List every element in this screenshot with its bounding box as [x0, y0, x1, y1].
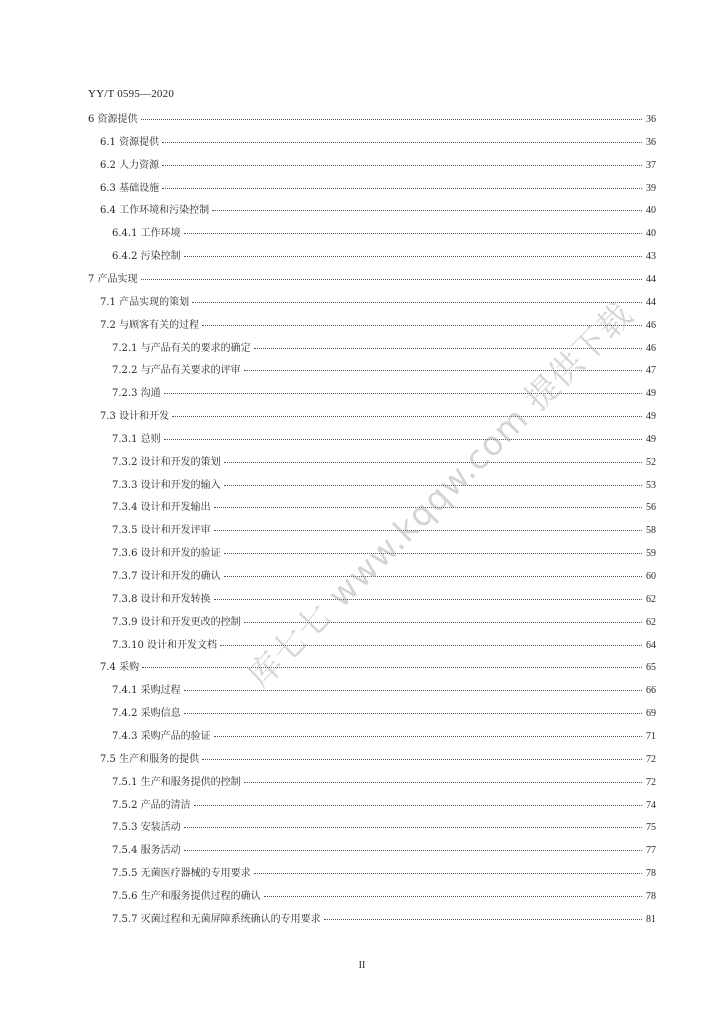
- toc-entry[interactable]: [112, 681, 656, 701]
- toc-entry-label: 7.3.2 设计和开发的策划: [112, 456, 221, 468]
- toc-leader-dots: [224, 576, 642, 577]
- toc-entry[interactable]: [112, 384, 656, 404]
- toc-leader-dots: [202, 759, 642, 760]
- toc-entry-label: 7.5.2 产品的清洁: [112, 799, 191, 811]
- toc-entry-page: 47: [646, 365, 656, 377]
- toc-entry-page: 36: [646, 136, 656, 148]
- toc-entry-page: 40: [646, 228, 656, 240]
- toc-entry-label: 7.3.9 设计和开发更改的控制: [112, 616, 241, 628]
- toc-entry-page: 53: [646, 479, 656, 491]
- toc-entry[interactable]: [88, 110, 656, 130]
- toc-entry-label: 6.3 基础设施: [100, 182, 160, 194]
- toc-entry[interactable]: [100, 750, 656, 770]
- toc-leader-dots: [212, 210, 642, 211]
- toc-entry[interactable]: [112, 727, 656, 747]
- toc-leader-dots: [224, 553, 642, 554]
- toc-leader-dots: [244, 782, 642, 783]
- toc-entry-label: 6.1 资源提供: [100, 136, 160, 148]
- toc-entry[interactable]: [112, 453, 656, 473]
- toc-entry-label: 6.4.2 污染控制: [112, 251, 181, 263]
- toc-entry[interactable]: [112, 521, 656, 541]
- toc-entry-page: 46: [646, 342, 656, 354]
- toc-entry[interactable]: [112, 887, 656, 907]
- toc-entry-label: 7.3.10 设计和开发文档: [112, 639, 217, 651]
- toc-entry[interactable]: [112, 636, 656, 656]
- standard-number: YY/T 0595—2020: [88, 88, 175, 100]
- toc-entry[interactable]: [112, 613, 656, 633]
- toc-entry-label: 7.3.6 设计和开发的验证: [112, 548, 221, 560]
- toc-entry-label: 7.2.1 与产品有关的要求的确定: [112, 342, 251, 354]
- toc-entry[interactable]: [112, 567, 656, 587]
- toc-entry-label: 7 产品实现: [88, 273, 138, 285]
- toc-entry-page: 75: [646, 822, 656, 834]
- toc-entry-label: 7.3.3 设计和开发的输入: [112, 479, 221, 491]
- toc-entry[interactable]: [100, 407, 656, 427]
- toc-entry[interactable]: [112, 590, 656, 610]
- toc-entry-page: 60: [646, 571, 656, 582]
- toc-entry-label: 7.2.3 沟通: [112, 388, 161, 400]
- toc-entry-page: 65: [646, 662, 656, 674]
- page-number: II: [358, 960, 366, 971]
- toc-leader-dots: [214, 507, 642, 508]
- toc-entry-label: 7.4.2 采购信息: [112, 708, 181, 720]
- toc-entry-label: 6.2 人力资源: [100, 159, 160, 171]
- toc-entry-label: 7.3.7 设计和开发的确认: [112, 571, 221, 582]
- toc-leader-dots: [264, 896, 642, 897]
- toc-entry-label: 7.5.1 生产和服务提供的控制: [112, 776, 241, 788]
- toc-entry[interactable]: [100, 179, 656, 199]
- toc-entry-label: 7.3.1 总则: [112, 433, 161, 445]
- toc-entry-page: 49: [646, 411, 656, 423]
- toc-entry-page: 44: [646, 296, 656, 308]
- toc-leader-dots: [141, 119, 642, 120]
- toc-leader-dots: [192, 302, 642, 303]
- toc-entry-label: 7.4 采购: [100, 662, 140, 674]
- toc-leader-dots: [214, 599, 642, 600]
- toc-entry[interactable]: [112, 339, 656, 359]
- toc-leader-dots: [184, 233, 642, 234]
- toc-leader-dots: [172, 416, 642, 417]
- toc-entry-page: 58: [646, 525, 656, 537]
- toc-entry[interactable]: [112, 498, 656, 518]
- toc-entry-page: 40: [646, 205, 656, 217]
- toc-leader-dots: [224, 462, 642, 463]
- toc-entry[interactable]: [112, 773, 656, 793]
- toc-entry-label: 7.3 设计和开发: [100, 411, 170, 423]
- toc-leader-dots: [184, 690, 642, 691]
- toc-entry-page: 74: [646, 799, 656, 811]
- toc-leader-dots: [164, 393, 642, 394]
- watermark: 库七七 www.kqqw.com 提供下载: [239, 294, 641, 696]
- toc-entry-page: 78: [646, 868, 656, 880]
- toc-leader-dots: [214, 530, 642, 531]
- toc-leader-dots: [162, 165, 642, 166]
- toc-entry[interactable]: [100, 658, 656, 678]
- toc-entry-page: 39: [646, 182, 656, 194]
- toc-entry-label: 7.5.5 无菌医疗器械的专用要求: [112, 868, 251, 880]
- toc-leader-dots: [202, 325, 642, 326]
- toc-entry[interactable]: [112, 910, 656, 930]
- toc-entry-page: 52: [646, 456, 656, 468]
- toc-entry[interactable]: [100, 316, 656, 336]
- toc-leader-dots: [324, 919, 642, 920]
- toc-entry-label: 7.4.1 采购过程: [112, 685, 181, 697]
- toc-leader-dots: [220, 645, 642, 646]
- toc-entry-label: 7.5 生产和服务的提供: [100, 753, 200, 765]
- toc-leader-dots: [184, 827, 642, 828]
- toc-entry[interactable]: [100, 201, 656, 221]
- toc-leader-dots: [254, 873, 642, 874]
- toc-entry-label: 7.3.4 设计和开发输出: [112, 502, 211, 514]
- toc-entry[interactable]: [112, 818, 656, 838]
- toc-entry[interactable]: [112, 476, 656, 496]
- toc-entry-label: 7.2 与顾客有关的过程: [100, 319, 200, 331]
- toc-leader-dots: [142, 667, 642, 668]
- toc-entry[interactable]: [112, 796, 656, 816]
- toc-entry[interactable]: [112, 361, 656, 381]
- toc-leader-dots: [162, 142, 642, 143]
- toc-leader-dots: [184, 256, 642, 257]
- toc-entry[interactable]: [112, 864, 656, 884]
- toc-leader-dots: [254, 348, 642, 349]
- toc-entry-page: 36: [646, 114, 656, 125]
- toc-entry-page: 81: [646, 913, 656, 925]
- toc-entry-page: 49: [646, 433, 656, 445]
- toc-leader-dots: [224, 485, 642, 486]
- toc-entry-page: 56: [646, 502, 656, 514]
- toc-leader-dots: [141, 279, 642, 280]
- toc-entry-label: 6.4.1 工作环境: [112, 228, 181, 240]
- toc-leader-dots: [184, 850, 642, 851]
- toc-entry-page: 37: [646, 159, 656, 171]
- toc-entry-page: 62: [646, 616, 656, 628]
- toc-entry-page: 69: [646, 708, 656, 720]
- toc-entry[interactable]: [112, 841, 656, 861]
- toc-entry-page: 72: [646, 753, 656, 765]
- toc-leader-dots: [214, 736, 642, 737]
- toc-leader-dots: [162, 188, 642, 189]
- toc-entry-page: 46: [646, 319, 656, 331]
- toc-entry-label: 6 资源提供: [88, 114, 138, 125]
- toc-entry[interactable]: [112, 224, 656, 244]
- toc-entry-page: 64: [646, 639, 656, 651]
- toc-entry[interactable]: [112, 544, 656, 564]
- toc-entry-page: 43: [646, 251, 656, 263]
- toc-entry-page: 71: [646, 730, 656, 742]
- toc-leader-dots: [194, 805, 642, 806]
- toc-entry[interactable]: [112, 430, 656, 450]
- toc-entry-label: 6.4 工作环境和污染控制: [100, 205, 210, 217]
- toc-entry[interactable]: [100, 293, 656, 313]
- toc-leader-dots: [244, 622, 642, 623]
- toc-entry-page: 72: [646, 776, 656, 788]
- toc-entry-label: 7.3.5 设计和开发评审: [112, 525, 211, 537]
- toc-leader-dots: [184, 713, 642, 714]
- toc-entry-label: 7.5.6 生产和服务提供过程的确认: [112, 890, 261, 902]
- toc-entry[interactable]: [100, 156, 656, 176]
- toc-entry-label: 7.5.7 灭菌过程和无菌屏障系统确认的专用要求: [112, 913, 321, 925]
- toc-entry-page: 77: [646, 845, 656, 857]
- toc-entry-page: 59: [646, 548, 656, 560]
- toc-entry-label: 7.1 产品实现的策划: [100, 296, 190, 308]
- toc-entry[interactable]: [100, 133, 656, 153]
- toc-leader-dots: [164, 439, 642, 440]
- toc-leader-dots: [244, 370, 642, 371]
- toc-entry-label: 7.3.8 设计和开发转换: [112, 593, 211, 605]
- toc-entry-label: 7.5.4 服务活动: [112, 845, 181, 857]
- toc-entry-page: 66: [646, 685, 656, 697]
- toc-entry[interactable]: [88, 270, 656, 290]
- toc-entry-page: 49: [646, 388, 656, 400]
- toc-entry-page: 62: [646, 593, 656, 605]
- toc-entry-page: 44: [646, 273, 656, 285]
- toc-entry-label: 7.2.2 与产品有关要求的评审: [112, 365, 241, 377]
- toc-entry-label: 7.4.3 采购产品的验证: [112, 730, 211, 742]
- toc-entry[interactable]: [112, 704, 656, 724]
- toc-entry[interactable]: [112, 247, 656, 267]
- toc-entry-page: 78: [646, 890, 656, 902]
- toc-entry-label: 7.5.3 安装活动: [112, 822, 181, 834]
